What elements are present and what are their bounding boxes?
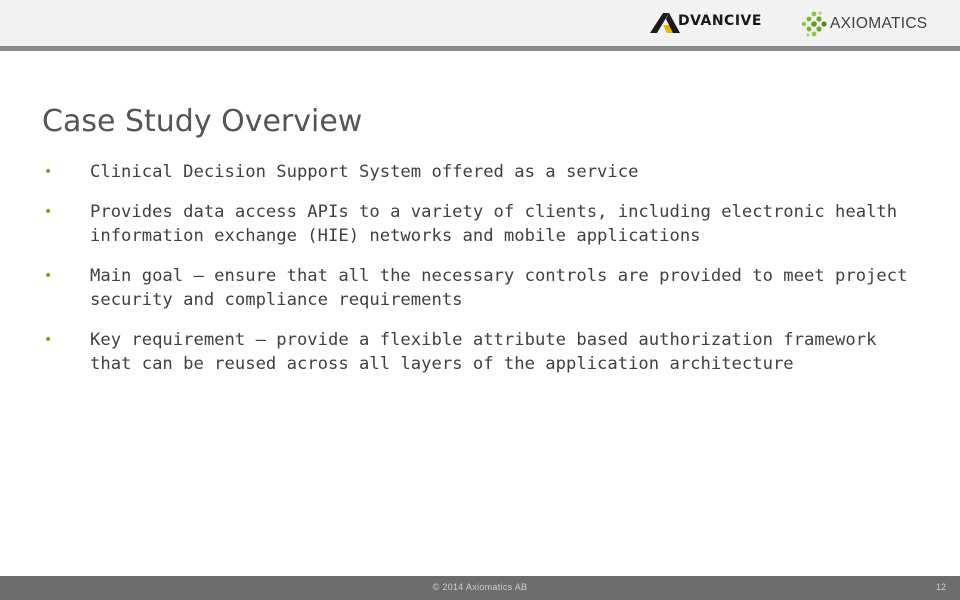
axiomatics-cube-icon [800,10,828,38]
axiomatics-logo-text: AXIOMATICS [830,15,928,32]
bullet-dot-icon: • [44,332,53,348]
bullet-text: Provides data access APIs to a variety of clients, including electronic health information exchange (HIE) networks and mobile applications [90,202,898,246]
header-divider [0,46,960,51]
bullet-dot-icon: • [44,268,53,284]
slide-page-number: 12 [935,582,946,592]
bullet-item [42,328,922,376]
bullet-dot-icon: • [44,164,53,180]
bullet-text: Key requirement – provide a flexible attribute based authorization framework that can be reused across all layers of the application architecture [90,330,877,374]
footer-bar [0,576,960,600]
footer-copyright: © 2014 Axiomatics AB [432,582,528,592]
bullet-text: Main goal – ensure that all the necessary controls are provided to meet project security and compliance requirements [90,266,908,310]
bullet-dot-icon: • [44,204,53,220]
advancive-logo [650,12,780,36]
bullet-list [42,160,922,392]
bullet-item [42,200,922,248]
bullet-item [42,264,922,312]
advancive-a-icon [650,12,680,34]
slide-title: Case Study Overview [42,104,363,139]
advancive-logo-text: DVANCIVE [678,13,762,29]
bullet-text: Clinical Decision Support System offered as a service [90,162,639,182]
axiomatics-logo [800,10,940,38]
bullet-item [42,160,922,184]
